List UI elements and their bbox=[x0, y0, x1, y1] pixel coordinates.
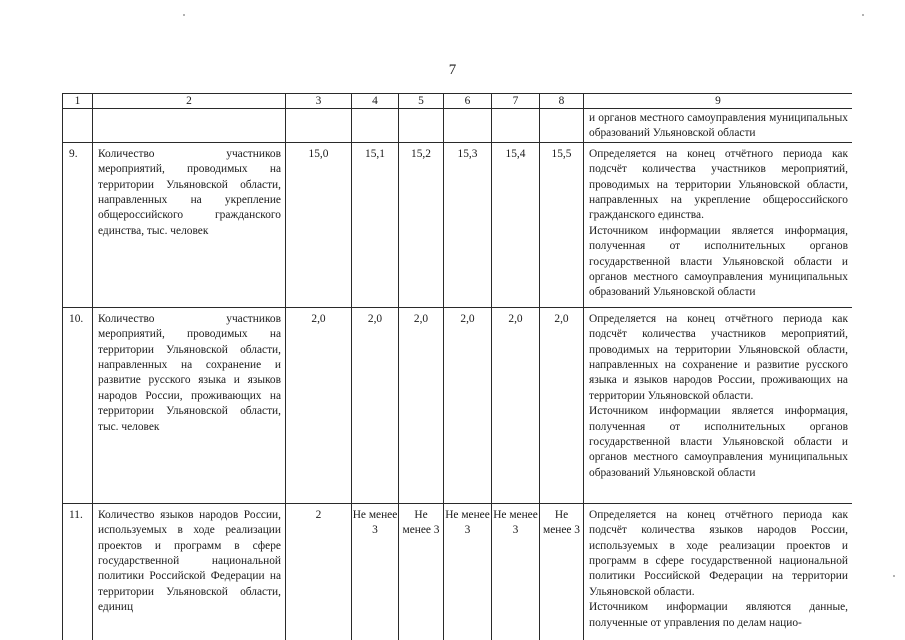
table-row bbox=[63, 142, 853, 307]
note-source: Источником информации являются данные, полученные от управления по делам нацио- bbox=[589, 601, 848, 629]
header-col-6: 6 bbox=[444, 94, 492, 109]
table-row bbox=[63, 503, 853, 640]
indicator-table-container bbox=[62, 93, 852, 640]
scan-speck bbox=[893, 575, 895, 577]
continuation-note bbox=[584, 109, 853, 143]
note-definition: Определяется на конец отчётного периода как подсчёт количества участников мероприятий, проводимых на территории Ульяновской области, направленных на укрепление общероссийского гражданского единства. bbox=[589, 147, 848, 222]
header-col-3: 3 bbox=[286, 94, 352, 109]
value-col-8: 15,5 bbox=[540, 142, 584, 307]
row-number: 11. bbox=[63, 503, 93, 640]
empty-cell bbox=[444, 109, 492, 143]
value-col-4: 15,1 bbox=[352, 142, 399, 307]
header-col-2: 2 bbox=[93, 94, 286, 109]
value-col-5: Не менее 3 bbox=[399, 503, 444, 640]
value-col-7: 15,4 bbox=[492, 142, 540, 307]
value-col-7: 2,0 bbox=[492, 307, 540, 503]
indicator-description: Количество участников мероприятий, проводимых на территории Ульяновской области, направленных на укрепление общероссийского гражданского единства, тыс. человек bbox=[93, 142, 286, 307]
method-note bbox=[584, 307, 853, 503]
value-col-7: Не менее 3 bbox=[492, 503, 540, 640]
value-col-4: Не менее 3 bbox=[352, 503, 399, 640]
header-col-4: 4 bbox=[352, 94, 399, 109]
value-col-5: 15,2 bbox=[399, 142, 444, 307]
header-col-7: 7 bbox=[492, 94, 540, 109]
note-definition: Определяется на конец отчётного периода как подсчёт количества языков народов России, используемых в ходе реализации проектов и программ в сфере государственной национальной политики Российской Федерации на территории Ульяновской области. bbox=[589, 508, 848, 598]
empty-cell bbox=[399, 109, 444, 143]
value-col-6: 2,0 bbox=[444, 307, 492, 503]
value-col-6: 15,3 bbox=[444, 142, 492, 307]
empty-cell bbox=[63, 109, 93, 143]
table-row bbox=[63, 307, 853, 503]
continuation-note-text: и органов местного самоуправления муниципальных образований Ульяновской области bbox=[589, 112, 848, 140]
row-number: 9. bbox=[63, 142, 93, 307]
value-col-5: 2,0 bbox=[399, 307, 444, 503]
empty-cell bbox=[93, 109, 286, 143]
empty-cell bbox=[286, 109, 352, 143]
method-note bbox=[584, 503, 853, 640]
value-col-6: Не менее 3 bbox=[444, 503, 492, 640]
indicator-description: Количество языков народов России, используемых в ходе реализации проектов и программ в сфере государственной национальной политики Российской Федерации на территории Ульяновской области, единиц bbox=[93, 503, 286, 640]
continuation-row bbox=[63, 109, 853, 143]
header-col-5: 5 bbox=[399, 94, 444, 109]
header-row bbox=[63, 94, 853, 109]
indicator-description: Количество участников мероприятий, проводимых на территории Ульяновской области, направленных на сохранение и развитие русского языка и языков народов России, проживающих на территории Ульяновской области, тыс. человек bbox=[93, 307, 286, 503]
value-col-8: Не менее 3 bbox=[540, 503, 584, 640]
header-col-9: 9 bbox=[584, 94, 853, 109]
empty-cell bbox=[352, 109, 399, 143]
method-note bbox=[584, 142, 853, 307]
note-source: Источником информации является информация, полученная от исполнительных органов государственной власти Ульяновской области и органов местного самоуправления муниципальных образований Ульяновской области bbox=[589, 224, 848, 299]
empty-cell bbox=[540, 109, 584, 143]
page-number: 7 bbox=[448, 62, 457, 78]
indicator-table bbox=[62, 93, 852, 640]
scan-speck bbox=[862, 14, 864, 16]
note-source: Источником информации является информация, полученная от исполнительных органов государственной власти Ульяновской области и органов местного самоуправления муниципальных образований Ульяновской области bbox=[589, 405, 848, 479]
value-col-3: 15,0 bbox=[286, 142, 352, 307]
header-col-8: 8 bbox=[540, 94, 584, 109]
note-definition: Определяется на конец отчётного периода как подсчёт количества участников мероприятий, проводимых на территории Ульяновской области, направленных на сохранение и развитие русского языка и языков народов России, проживающих на территории Ульяновской области. bbox=[589, 312, 848, 402]
scan-speck bbox=[183, 14, 185, 16]
row-number: 10. bbox=[63, 307, 93, 503]
empty-cell bbox=[492, 109, 540, 143]
value-col-4: 2,0 bbox=[352, 307, 399, 503]
header-col-1: 1 bbox=[63, 94, 93, 109]
value-col-3: 2,0 bbox=[286, 307, 352, 503]
value-col-8: 2,0 bbox=[540, 307, 584, 503]
value-col-3: 2 bbox=[286, 503, 352, 640]
